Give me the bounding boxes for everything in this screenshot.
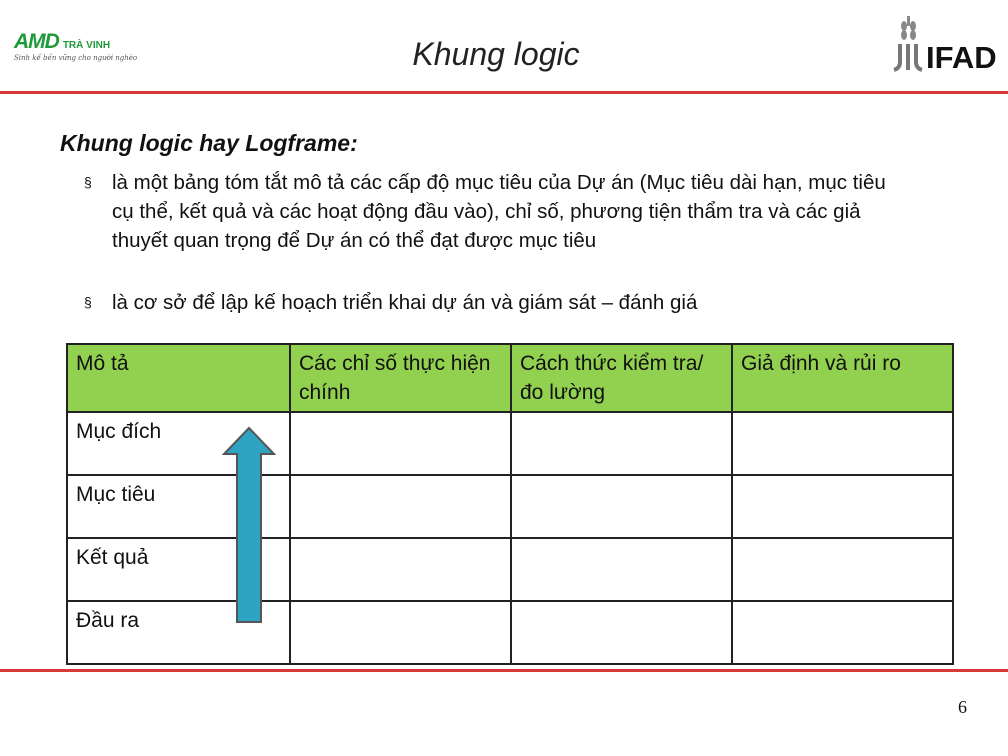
row-label: Kết quả bbox=[67, 538, 290, 601]
header-cell: Mô tả bbox=[67, 344, 290, 412]
amd-logo-sub: TRÀ VINH bbox=[62, 40, 111, 51]
header-cell: Các chỉ số thực hiện chính bbox=[290, 344, 511, 412]
table-cell bbox=[290, 475, 511, 538]
table-row bbox=[67, 475, 953, 538]
table-cell bbox=[511, 475, 732, 538]
table-cell bbox=[732, 538, 953, 601]
table-cell bbox=[511, 601, 732, 664]
up-arrow-icon bbox=[222, 426, 276, 624]
ifad-logo bbox=[892, 14, 1002, 74]
bullet-text: là cơ sở để lập kế hoạch triển khai dự án và giám sát – đánh giá bbox=[112, 291, 698, 314]
header-cell: Cách thức kiểm tra/ đo lường bbox=[511, 344, 732, 412]
table-row bbox=[67, 601, 953, 664]
header-rule bbox=[0, 91, 1008, 94]
table-header-row bbox=[67, 344, 953, 412]
ifad-logo-text: IFAD bbox=[926, 40, 997, 75]
table-cell bbox=[511, 538, 732, 601]
table-cell bbox=[290, 601, 511, 664]
amd-tagline: Sinh kế bền vững cho người nghèo bbox=[14, 54, 138, 62]
footer-rule bbox=[0, 669, 1008, 672]
section-heading: Khung logic hay Logframe: bbox=[60, 130, 358, 156]
row-label: Mục tiêu bbox=[67, 475, 290, 538]
row-label: Đầu ra bbox=[67, 601, 290, 664]
header-cell: Giả định và rủi ro bbox=[732, 344, 953, 412]
table-row bbox=[67, 412, 953, 475]
bullet-marker: § bbox=[84, 294, 92, 310]
table-row bbox=[67, 538, 953, 601]
page-number: 6 bbox=[958, 697, 967, 717]
table-cell bbox=[290, 412, 511, 475]
bullet-item bbox=[84, 168, 912, 255]
table-cell bbox=[290, 538, 511, 601]
bullet-item bbox=[84, 288, 912, 317]
table-cell bbox=[511, 412, 732, 475]
wheat-icon bbox=[892, 14, 926, 74]
logframe-table bbox=[66, 343, 954, 665]
slide-title: Khung logic bbox=[412, 36, 580, 72]
table-cell bbox=[732, 412, 953, 475]
table-cell bbox=[732, 601, 953, 664]
bullet-text: là một bảng tóm tắt mô tả các cấp độ mục tiêu của Dự án (Mục tiêu dài hạn, mục tiêu cụ thể, kết quả và các hoạt động đầu vào), chỉ số, phương tiện thẩm tra và các giả thuyết quan trọng để Dự án có thể đạt được mục tiêu bbox=[112, 171, 886, 252]
amd-logo-text: AMD bbox=[14, 30, 59, 53]
bullet-marker: § bbox=[84, 174, 92, 190]
table-cell bbox=[732, 475, 953, 538]
row-label: Mục đích bbox=[67, 412, 290, 475]
